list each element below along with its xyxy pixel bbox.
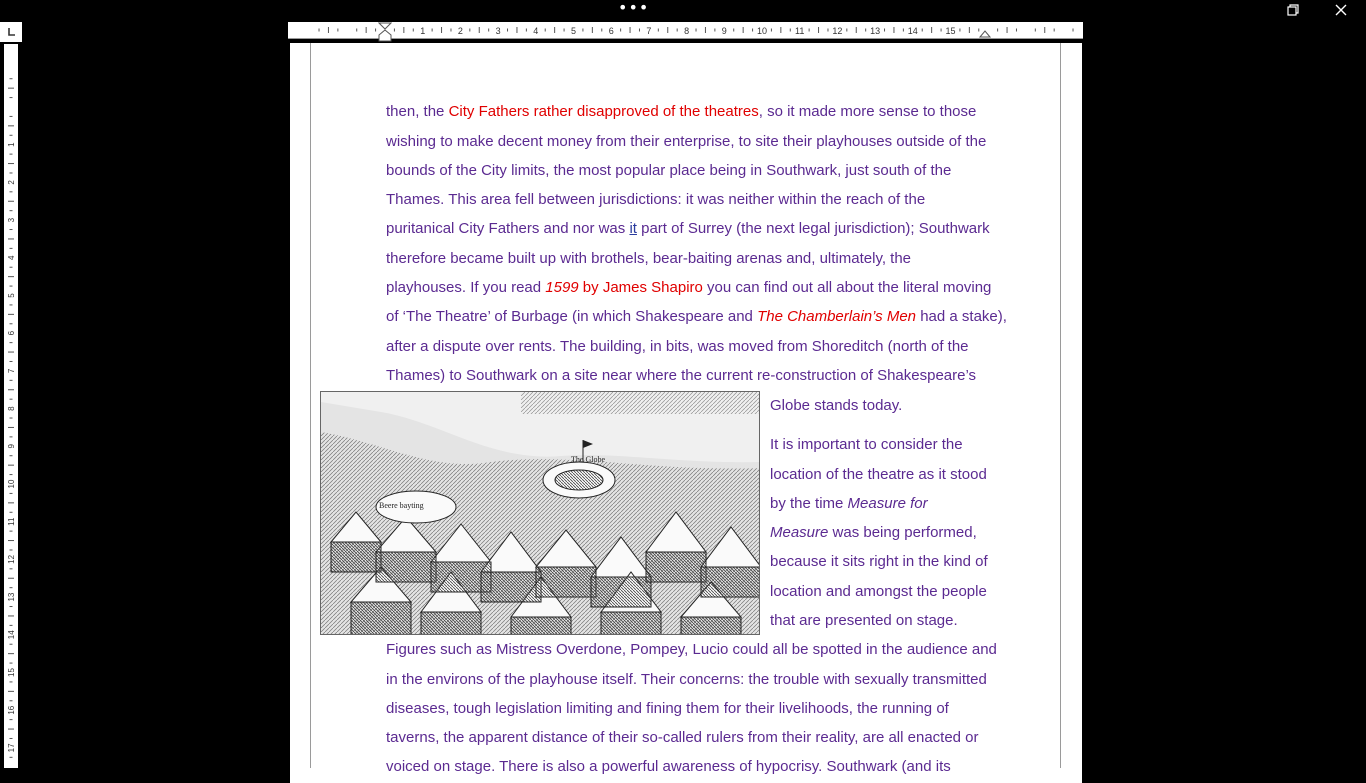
text-line [770,612,958,629]
text-line [386,250,911,267]
text-line [386,758,951,775]
ruler-label: 8 [684,26,690,36]
ruler-label: 9 [7,444,16,449]
text-run: 1599 [545,279,579,296]
first-line-indent-marker[interactable] [378,22,392,42]
text-line [386,367,976,384]
text-run: part of Surrey (the next legal jurisdiction); Southwark [636,220,990,237]
ruler-label: 7 [646,26,652,36]
text-line [386,338,969,355]
text-line [386,220,990,237]
text-run: diseases, tough legislation limiting and fining them for their livelihoods, the running of [386,700,949,717]
text-run: Measure [770,524,829,541]
right-indent-marker[interactable] [979,29,991,38]
text-run: Thames) to Southwark on a site near where the current re-construction of Shakespeare’s [386,367,977,384]
text-line [770,397,902,414]
text-run: voiced on stage. There is also a powerful awareness of hypocrisy. Southwark (and its [386,758,951,775]
title-bar [0,0,1366,20]
text-run: Measure for [847,495,928,512]
text-run: The Chamberlain’s Men [757,308,917,325]
ruler-label: 15 [945,26,956,36]
text-line [386,191,925,208]
ruler-label: 14 [907,26,918,36]
text-run: location of the theatre as it stood [770,466,987,483]
ruler-label: 10 [756,26,768,36]
text-run: taverns, the apparent distance of their so-called rulers from their reality, are all enacted or [386,729,979,746]
text-run: puritanical City Fathers and nor was [386,220,630,237]
text-run: playhouses. If you read [386,279,546,296]
restore-icon [1287,4,1299,16]
text-run: because it sits right in the kind of [770,553,988,570]
ruler-label: 1 [420,26,426,36]
text-run: therefore became built up with brothels, bear-baiting arenas and, ultimately, the [386,250,912,267]
text-run: was being performed, [828,524,977,541]
text-run: by the time [770,495,848,512]
ruler-label: 4 [533,26,539,36]
globe-engraving-image[interactable] [320,391,760,635]
ruler-label: 12 [832,26,843,36]
ruler-label: 16 [7,705,16,715]
more-options-icon[interactable]: ••• [618,0,650,17]
text-line [386,729,979,746]
text-run: after a dispute over rents. The building, in bits, was moved from Shoreditch (north of the [386,338,969,355]
text-line [386,162,951,179]
ruler-label: 11 [795,26,805,36]
ruler-label: 5 [570,26,577,36]
ruler-label: 12 [7,554,16,564]
text-run: City Fathers rather disapproved of the theatres [448,103,759,120]
ruler-label: 10 [7,479,16,489]
text-run: in the environs of the playhouse itself. Their concerns: the trouble with sexually transmitted [386,671,987,688]
ruler-label: 11 [7,517,16,526]
text-line [770,466,987,483]
text-line [770,524,977,541]
ruler-label: 9 [721,26,727,36]
text-run: of ‘The Theatre’ of Burbage (in which Shakespeare and [386,308,758,325]
left-margin-guide [310,43,311,768]
ruler-label: 6 [7,330,16,336]
ruler-label: 3 [7,217,16,223]
ruler-label: 17 [7,743,16,753]
ruler-label: 8 [7,406,16,411]
ruler-label: 2 [7,180,16,185]
ruler-label: 14 [7,630,16,640]
text-run: then, the [386,103,449,120]
ruler-label: 15 [7,668,16,677]
text-line [770,553,988,570]
text-line [386,103,976,120]
text-line [770,495,928,512]
text-run: you can find out all about the literal moving [702,279,992,296]
ruler-label: 6 [608,26,614,36]
text-run: Globe stands today. [770,397,903,414]
text-line [386,671,987,688]
ruler-label: 13 [870,26,881,36]
close-icon [1335,4,1347,16]
close-button[interactable] [1321,0,1361,20]
text-run: It is important to consider the [770,436,963,453]
ruler-label: 13 [7,592,16,602]
ruler-label: 7 [7,368,16,374]
text-run: location and amongst the people [770,583,987,600]
restore-button[interactable] [1273,0,1313,20]
text-line [386,641,997,658]
ruler-label: 1 [7,142,16,147]
text-line [770,583,987,600]
ruler-label: 4 [7,255,16,261]
right-margin-guide [1060,43,1061,768]
tab-stop-selector[interactable] [0,22,22,42]
text-line [386,133,986,150]
ruler-label: 5 [7,293,16,298]
text-run: Thames. This area fell between jurisdictions: it was neither within the reach of the [386,191,926,208]
ruler-label: 3 [495,26,501,36]
southwark-engraving-icon [321,392,760,635]
text-line [386,279,991,296]
vertical-ruler[interactable] [4,44,18,768]
left-tab-icon [6,27,16,37]
text-run: bounds of the City limits, the most popular place being in Southwark, just south of the [386,162,952,179]
text-run: wishing to make decent money from their enterprise, to site their playhouses outside of the [386,133,987,150]
text-run: it [629,220,637,237]
text-line [386,700,949,717]
text-run: Figures such as Mistress Overdone, Pompey, Lucio could all be spotted in the audience and [386,641,997,658]
text-run: that are presented on stage. [770,612,958,629]
text-run: by James Shapiro [578,279,703,296]
horizontal-ruler[interactable] [288,22,1083,39]
bear-baiting-label: Beere bayting [379,501,424,510]
text-line [386,308,1007,325]
text-line [770,436,963,453]
globe-label: The Globe [571,455,605,464]
ruler-label: 2 [457,26,463,36]
text-run: had a stake), [916,308,1007,325]
text-run: , so it made more sense to those [758,103,977,120]
